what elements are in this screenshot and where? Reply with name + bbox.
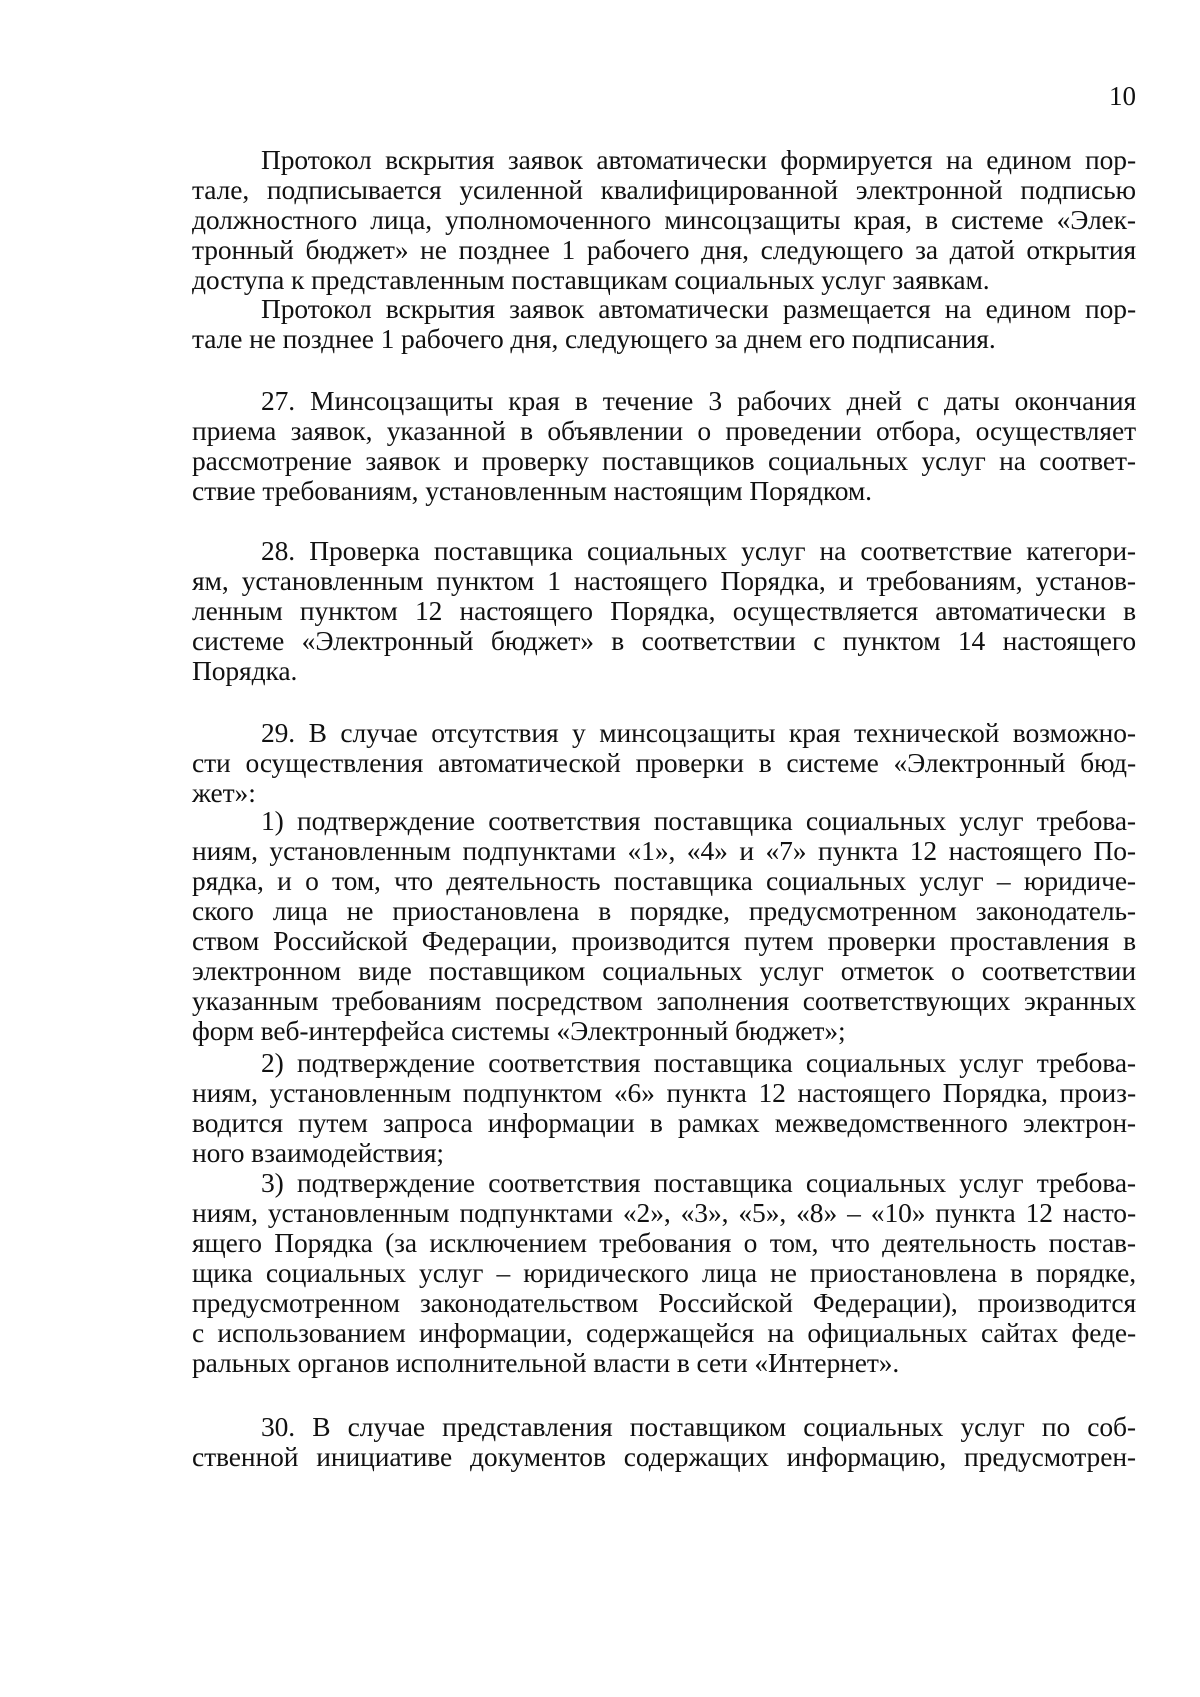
paragraph-6-line-3: рядка, и о том, что деятельность поставщика социальных услуг – юридиче- [192,865,1136,896]
paragraph-2-line-2: тале не позднее 1 рабочего дня, следующего за днем его подписания. [192,323,996,354]
page-number: 10 [1109,81,1136,111]
paragraph-4-line-4: системе «Электронный бюджет» в соответствии с пунктом 14 настоящего [192,625,1136,656]
paragraph-6-line-6: электронном виде поставщиком социальных услуг отметок о соответствии [192,955,1136,986]
paragraph-8-line-5: предусмотренном законодательством Российской Федерации), производится [192,1287,1136,1318]
paragraph-6-line-2: ниям, установленным подпунктами «1», «4» и «7» пункта 12 настоящего По- [192,835,1136,866]
paragraph-2-line-1: Протокол вскрытия заявок автоматически размещается на едином пор- [261,293,1136,324]
paragraph-6-line-5: ством Российской Федерации, производится путем проверки проставления в [192,925,1136,956]
paragraph-8-line-7: ральных органов исполнительной власти в сети «Интернет». [192,1347,900,1378]
paragraph-8-line-6: с использованием информации, содержащейся на официальных сайтах феде- [192,1317,1136,1348]
paragraph-8-line-3: ящего Порядка (за исключением требования о том, что деятельность постав- [192,1227,1136,1258]
paragraph-3-line-2: приема заявок, указанной в объявлении о проведении отбора, осуществляет [192,415,1136,446]
paragraph-1-line-4: тронный бюджет» не позднее 1 рабочего дня, следующего за датой открытия [192,234,1136,265]
paragraph-3-line-1: 27. Минсоцзащиты края в течение 3 рабочих дней с даты окончания [261,385,1136,416]
paragraph-1-line-2: тале, подписывается усиленной квалифицированной электронной подписью [192,174,1136,205]
paragraph-1-line-1: Протокол вскрытия заявок автоматически формируется на едином пор- [261,144,1136,175]
paragraph-7-line-4: ного взаимодействия; [192,1137,444,1168]
paragraph-8-line-4: щика социальных услуг – юридического лица не приостановлена в порядке, [192,1257,1136,1288]
paragraph-7-line-1: 2) подтверждение соответствия поставщика социальных услуг требова- [261,1047,1136,1078]
paragraph-6-line-1: 1) подтверждение соответствия поставщика социальных услуг требова- [261,805,1136,836]
paragraph-5-line-2: сти осуществления автоматической проверки в системе «Электронный бюд- [192,747,1136,778]
paragraph-3-line-4: ствие требованиям, установленным настоящим Порядком. [192,475,872,506]
paragraph-6-line-8: форм веб-интерфейса системы «Электронный бюджет»; [192,1015,846,1046]
paragraph-4-line-2: ям, установленным пунктом 1 настоящего Порядка, и требованиям, установ- [192,565,1136,596]
paragraph-9-line-2: ственной инициативе документов содержащих информацию, предусмотрен- [192,1441,1136,1472]
paragraph-5-line-3: жет»: [192,777,256,808]
paragraph-9-line-1: 30. В случае представления поставщиком социальных услуг по соб- [261,1411,1136,1442]
paragraph-3-line-3: рассмотрение заявок и проверку поставщиков социальных услуг на соответ- [192,445,1136,476]
paragraph-6-line-7: указанным требованиям посредством заполнения соответствующих экранных [192,985,1136,1016]
paragraph-1-line-3: должностного лица, уполномоченного минсоцзащиты края, в системе «Элек- [192,204,1136,235]
paragraph-6-line-4: ского лица не приостановлена в порядке, предусмотренном законодатель- [192,895,1136,926]
paragraph-4-line-5: Порядка. [192,655,298,686]
paragraph-8-line-2: ниям, установленным подпунктами «2», «3», «5», «8» – «10» пункта 12 насто- [192,1197,1136,1228]
paragraph-4-line-3: ленным пунктом 12 настоящего Порядка, осуществляется автоматически в [192,595,1136,626]
paragraph-7-line-2: ниям, установленным подпунктом «6» пункта 12 настоящего Порядка, произ- [192,1077,1136,1108]
paragraph-5-line-1: 29. В случае отсутствия у минсоцзащиты края технической возможно- [261,717,1136,748]
paragraph-7-line-3: водится путем запроса информации в рамках межведомственного электрон- [192,1107,1136,1138]
paragraph-1-line-5: доступа к представленным поставщикам социальных услуг заявкам. [192,264,990,295]
paragraph-4-line-1: 28. Проверка поставщика социальных услуг на соответствие категори- [261,535,1136,566]
paragraph-8-line-1: 3) подтверждение соответствия поставщика социальных услуг требова- [261,1167,1136,1198]
